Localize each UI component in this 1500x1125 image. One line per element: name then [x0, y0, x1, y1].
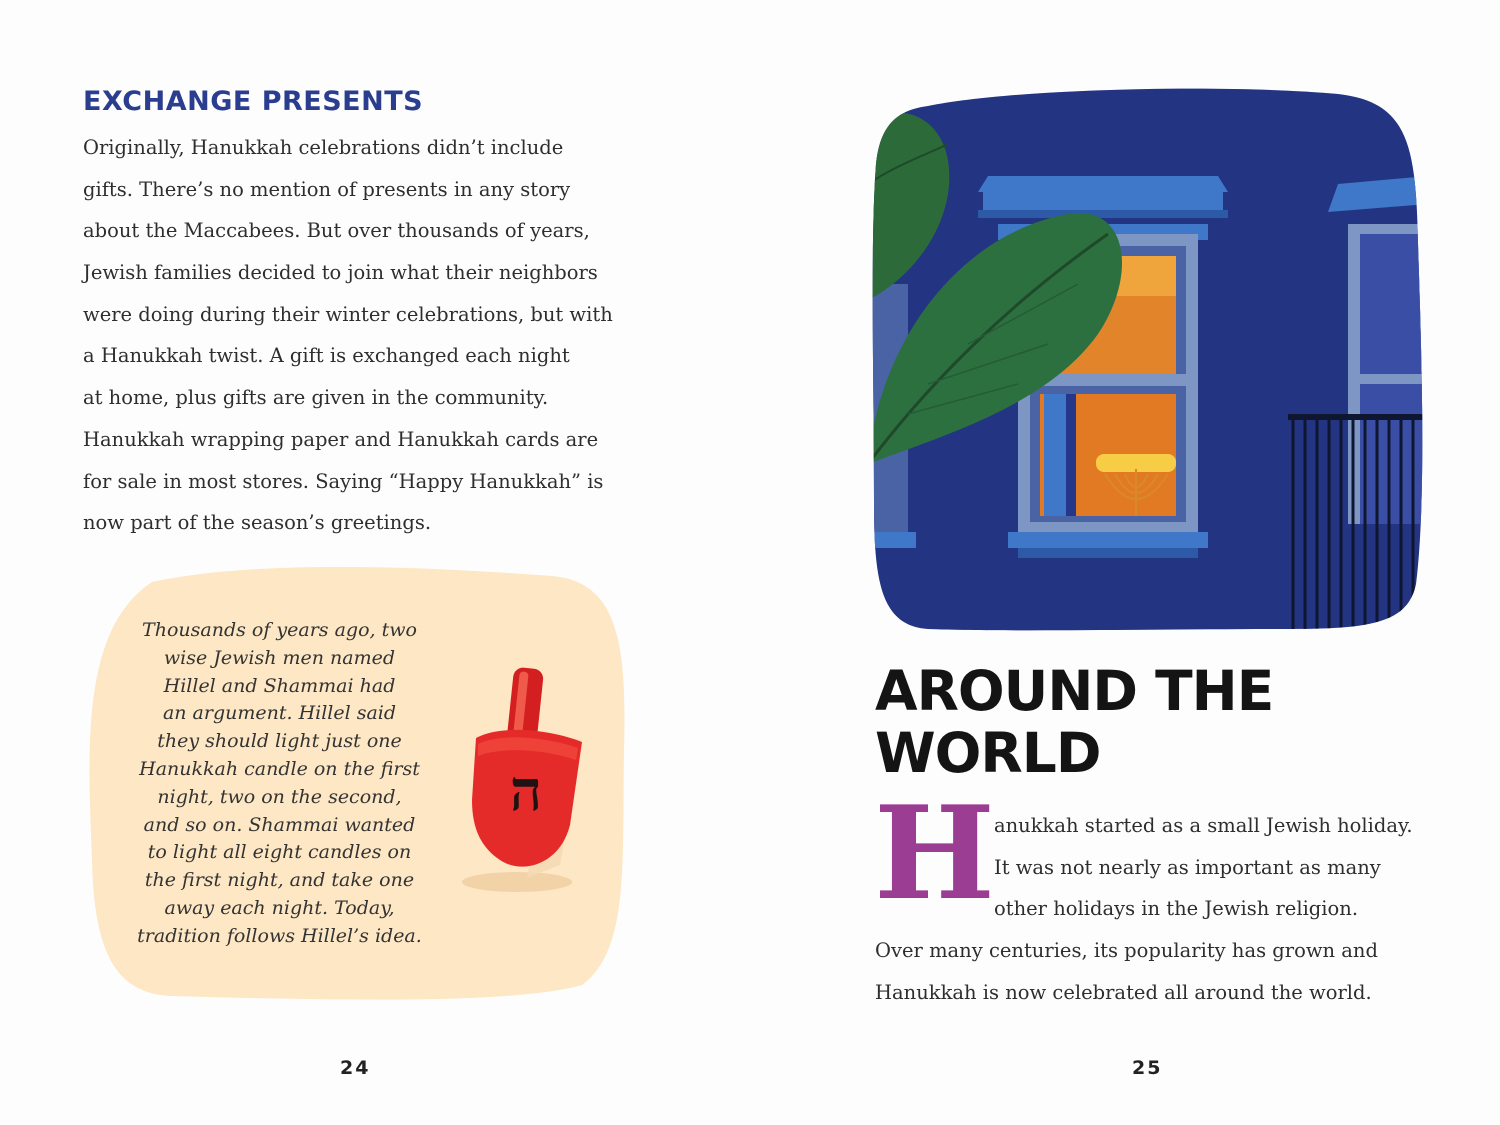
body-line: Hanukkah wrapping paper and Hanukkah cards are [83, 427, 599, 451]
body-line: anukkah started as a small Jewish holiday. [994, 814, 1413, 837]
body-line: other holidays in the Jewish religion. [994, 897, 1359, 921]
body-line: gifts. There’s no mention of presents in any story [83, 177, 571, 201]
callout-line: to light all eight candles on [147, 841, 412, 864]
dreidel-letter: ה [509, 758, 543, 824]
body-line: at home, plus gifts are given in the community. [83, 386, 549, 410]
body-line: about the Maccabees. But over thousands of years, [83, 219, 590, 243]
body-line: It was not nearly as important as many [994, 855, 1381, 879]
body-line: Originally, Hanukkah celebrations didn’t include [83, 136, 564, 159]
callout-line: away each night. Today, [164, 896, 395, 919]
body-line: Over many centuries, its popularity has grown and [875, 939, 1378, 962]
callout-line: an argument. Hillel said [162, 702, 397, 725]
right-page [750, 0, 1500, 1125]
callout-line: they should light just one [157, 730, 402, 753]
intro-text-continued [875, 930, 1378, 1013]
callout-line: the first night, and take one [144, 869, 415, 892]
callout-line: Thousands of years ago, two [142, 619, 417, 641]
callout-line: Hillel and Shammai had [163, 674, 396, 697]
page-number: 24 [340, 1057, 371, 1079]
callout-line: night, two on the second, [157, 785, 402, 808]
callout-line: tradition follows Hillel’s idea. [137, 924, 422, 947]
title-line: WORLD [875, 721, 1101, 785]
body-line: Hanukkah is now celebrated all around the world. [875, 980, 1372, 1004]
callout-text [112, 617, 447, 951]
page-number: 25 [1132, 1057, 1163, 1079]
section-heading: EXCHANGE PRESENTS [83, 86, 424, 117]
page-title [875, 660, 1273, 784]
body-line: now part of the season’s greetings. [83, 511, 432, 535]
window-illustration [868, 84, 1428, 634]
body-line: were doing during their winter celebrations, but with [83, 302, 613, 326]
callout-line: and so on. Shammai wanted [143, 813, 416, 836]
callout-line: wise Jewish men named [163, 646, 396, 669]
dreidel-icon [442, 660, 592, 900]
intro-text [994, 805, 1413, 930]
title-line: AROUND THE [875, 659, 1274, 723]
drop-cap: H [874, 779, 995, 929]
callout-line: Hanukkah candle on the first [139, 757, 420, 780]
body-text [83, 127, 613, 544]
body-line: for sale in most stores. Saying “Happy Hanukkah” is [83, 469, 604, 493]
body-line: Jewish families decided to join what their neighbors [83, 261, 598, 285]
callout-box [82, 560, 632, 1005]
body-line: a Hanukkah twist. A gift is exchanged each night [83, 344, 570, 368]
